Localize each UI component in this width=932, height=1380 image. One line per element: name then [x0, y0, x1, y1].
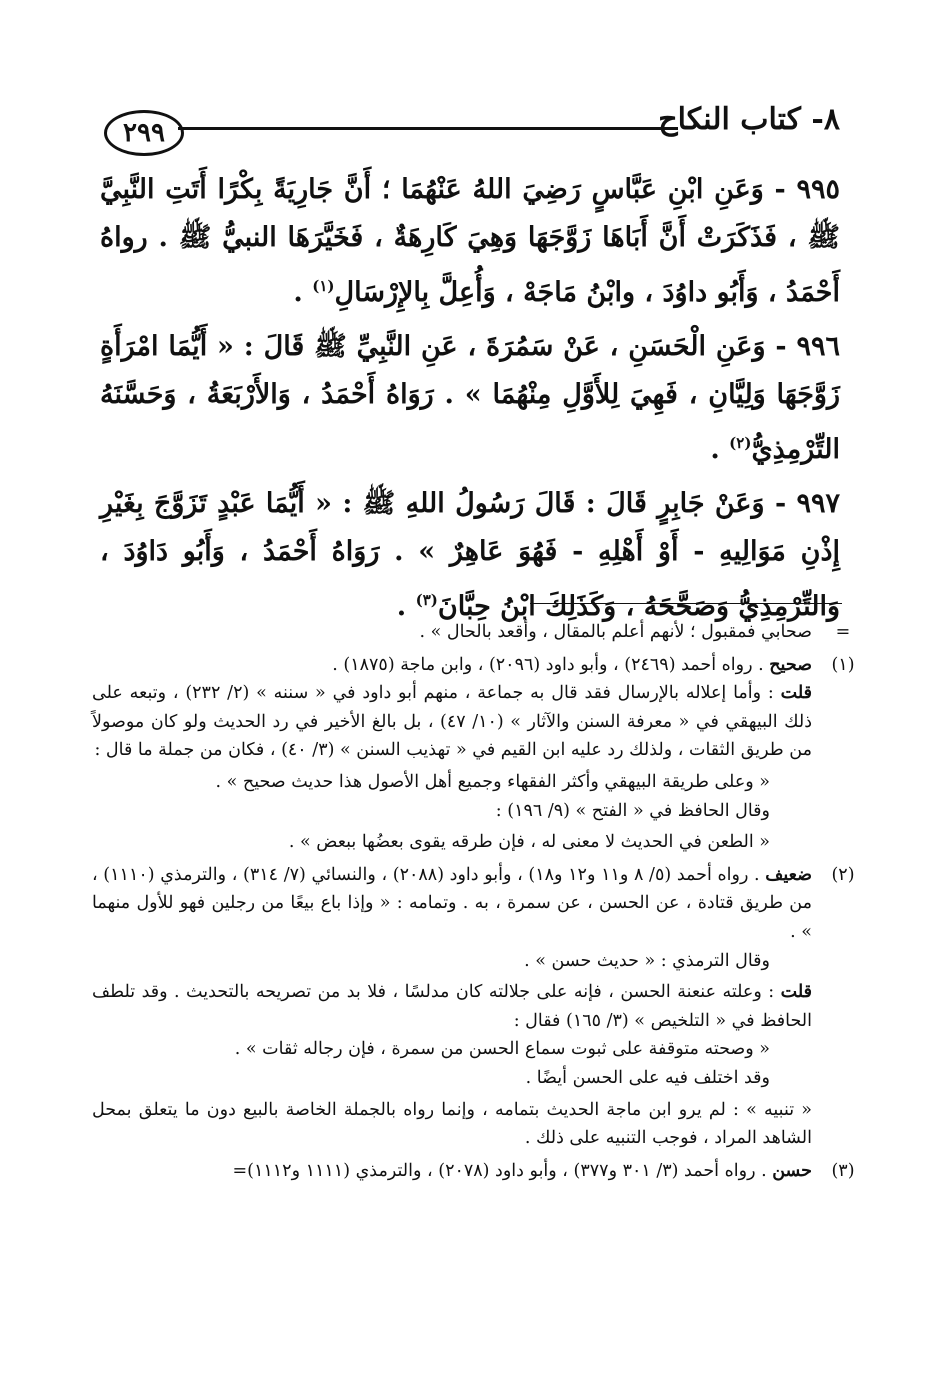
- footnote-text: صحابي فمقبول ؛ لأنهم أعلم بالمقال ، وأقعد بالحال » .: [419, 622, 812, 642]
- footnote-line: . رواه أحمد (٥/ ٨ و١١ و١٢ و١٨) ، وأبو داود (٢٠٨٨) ، والنسائي (٧/ ٣١٤) ، والترمذي (١١١٠) ، من طريق قتادة ، عن الحسن ، عن سمرة ، به . وتمامه : « وإذا باع بيعًا من رجلين فهو للأول منهما » .: [92, 864, 812, 942]
- footnote-line: وقال الترمذي : « حديث حسن » .: [524, 950, 770, 971]
- footnote-3: [92, 1157, 874, 1186]
- footnote-grade: صحيح: [769, 654, 812, 675]
- footnote-1: [92, 651, 874, 857]
- hadith-source: » . رَوَاهُ أَحْمَدُ ، وَأَبُو دَاوُدَ ، وَالتِّرْمِذِيُّ وَصَحَّحَهُ ، وَكَذَلِكَ ابْنُ حِبَّانَ: [100, 536, 840, 622]
- hadith-number: ٩٩٦ -: [775, 331, 840, 362]
- footnote-marker: =: [835, 622, 851, 642]
- header-rule: [178, 127, 678, 130]
- footnote-line: وقال الحافظ في « الفتح » (٩/ ١٩٦) :: [495, 800, 770, 821]
- footnote-marker: (٣): [831, 1160, 855, 1181]
- footnote-ref[interactable]: (٣): [415, 591, 438, 609]
- footnote-line: وقد اختلف فيه على الحسن أيضًا .: [525, 1067, 770, 1088]
- footnote-note: « تنبيه » : لم يرو ابن ماجة الحديث بتمامه ، وإنما رواه بالجملة الخاصة بالبيع دون ما يتعلق بمحل الشاهد المراد ، فوجب التنبيه على ذلك .: [92, 1099, 812, 1149]
- hadith-995: [100, 166, 840, 317]
- hadith-text: وَعَنِ ابْنِ عَبَّاسٍ رَضِيَ اللهُ عَنْهُمَا ؛ أَنَّ جَارِيَةً بِكْرًا أَتَتِ النَّبِيَّ ﷺ ، فَذَكَرَتْ أَنَّ أَبَاهَا زَوَّجَهَا وَهِيَ كَارِهَةٌ ، فَخَيَّرَهَا النبيُّ ﷺ . رواهُ أَحْمَدُ ، وَأَبُو داوُدَ ، وابْنُ مَاجَهْ ، وَأُعِلَّ بِالإِرْسَالِ: [100, 174, 840, 308]
- footnote-quote: « وصحته متوقفة على ثبوت سماع الحسن من سمرة ، فإن رجاله ثقات » .: [234, 1039, 770, 1060]
- footnote-qult: قلت: [780, 982, 812, 1003]
- main-text: [100, 166, 840, 637]
- footnote-line: . رواه أحمد (٢٤٦٩) ، وأبو داود (٢٠٩٦) ، وابن ماجة (١٨٧٥) .: [332, 654, 764, 675]
- hadith-number: ٩٩٥ -: [774, 174, 840, 205]
- footnote-qult: قلت: [780, 683, 812, 704]
- footnote-grade: ضعيف: [765, 864, 812, 885]
- footnote-paragraph: : وعلته عنعنة الحسن ، فإنه على جلالته كان مدلسًا ، فلا بد من تصريحه بالتحديث . وقد تلطف الحافظ في « التلخيص » (٣/ ١٦٥) فقال :: [92, 982, 812, 1031]
- hadith-source: » . رَوَاهُ أَحْمَدُ ، وَالأَرْبَعَةُ ، وَحَسَّنَهُ التِّرْمِذِيُّ: [100, 379, 840, 465]
- page-number: ٢٩٩: [104, 110, 184, 156]
- hadith-intro: وَعَنْ جَابِرٍ قَالَ : قَالَ رَسُولُ اللهِ ﷺ : «: [315, 488, 765, 519]
- hadith-number: ٩٩٧ -: [774, 488, 841, 519]
- footnote-marker: (١): [831, 654, 855, 675]
- footnote-quote: « وعلى طريقة البيهقي وأكثر الفقهاء وجميع أهل الأصول هذا حديث صحيح » .: [215, 771, 770, 792]
- hadith-quote: أَيُّمَا امْرَأَةٍ زَوَّجَهَا وَلِيَّانِ ، فَهِيَ لِلأَوَّلِ مِنْهُمَا: [100, 331, 840, 410]
- footnote-paragraph: : وأما إعلاله بالإرسال فقد قال به جماعة ، منهم أبو داود في « سننه » (٢/ ٢٣٢) ، وتبعه على ذلك البيهقي في « معرفة السنن والآثار » (١٠/ ٤٧) ، بل بالغ الأخير في رد الحديث ولو كان موصولاً من طريق الثقات ، ولذلك رد عليه ابن القيم في « تهذيب السنن » (٣/ ٤٠) ، فكان من جملة ما قال :: [92, 683, 813, 761]
- footnote-2: [92, 861, 874, 1153]
- footnotes: [92, 618, 874, 1185]
- hadith-end: .: [396, 591, 407, 622]
- footnote-continuation: [92, 618, 874, 647]
- footnote-marker: (٢): [831, 864, 855, 885]
- footnote-quote: « الطعن في الحديث لا معنى له ، فإن طرقه يقوى بعضُها ببعض » .: [288, 832, 770, 853]
- hadith-997: [100, 480, 840, 631]
- hadith-996: [100, 323, 840, 474]
- footnote-ref[interactable]: (٢): [729, 434, 752, 452]
- footnote-separator: [530, 603, 842, 604]
- hadith-quote: أَيُّمَا عَبْدٍ تَزَوَّجَ بِغَيْرِ إِذْنِ مَوَالِيهِ - أَوْ أَهْلِهِ - فَهُوَ عَاهِرٌ: [100, 488, 840, 567]
- hadith-end: .: [710, 434, 720, 465]
- hadith-intro: وَعَنِ الْحَسَنِ ، عَنْ سَمُرَةَ ، عَنِ النَّبِيِّ ﷺ قَالَ : «: [217, 331, 766, 362]
- footnote-grade: حسن: [772, 1160, 812, 1181]
- chapter-title: ٨- كتاب النكاح: [658, 102, 840, 137]
- footnote-line: . رواه أحمد (٣/ ٣٠١ و٣٧٧) ، وأبو داود (٢٠٧٨) ، والترمذي (١١١١ و١١١٢)=: [232, 1160, 767, 1181]
- footnote-ref[interactable]: (١): [312, 277, 335, 295]
- hadith-end: .: [293, 277, 303, 308]
